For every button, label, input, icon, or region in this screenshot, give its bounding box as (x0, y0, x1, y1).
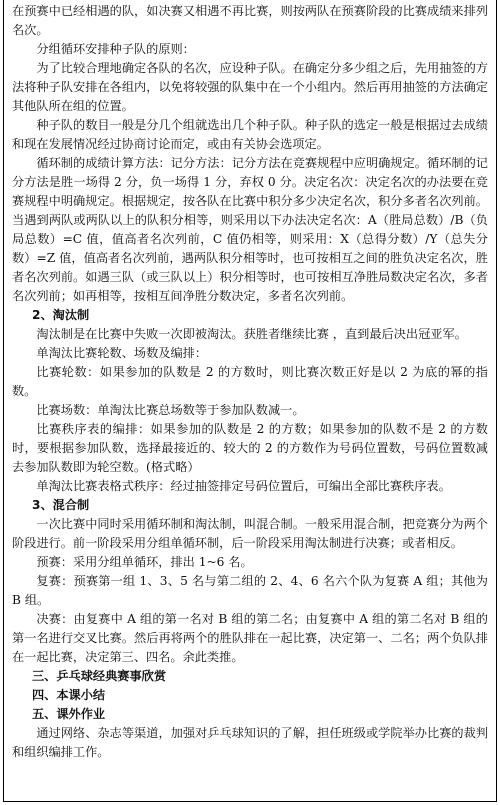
paragraph-knockout-rounds: 比赛轮数：如果参加的队数是 2 的方数时，则比赛次数正好是以 2 为底的幂的指数。 (12, 365, 488, 398)
heading-mixed: 3、混合制 (32, 498, 90, 512)
paragraph-knockout-definition: 淘汰制是在比赛中失败一次即被淘汰。获胜者继续比赛 ，直到最后决出冠亚军。 (36, 327, 467, 341)
document-content (12, 2, 488, 762)
heading-homework: 五、课外作业 (32, 707, 106, 721)
paragraph-seed-principle-title: 分组循环安排种子队的原则： (36, 42, 195, 56)
paragraph-round-robin-scoring: 循环制的成绩计算方法：记分方法：记分方法在竞赛规程中应明确规定。循环制的记分方法是胜一场得 2 分，负一场得 1 分，弃权 0 分。决定名次：决定名次的办法要在竞赛规程中明确规定。根据规定，按各队在比赛中积分多少决定名次，积分多者名次列前。当遇到两队或两队以上的队积分相等，则采用以下办法决定名次：A（胜局总数）/B（负局总数）=C 值，值高者名次列前，C 值仍相等，则采用：X（总得分数）/Y（总失分数）=Z 值，值高者名次列前，遇两队积分相等时，也可按相互之间的胜负决定名次，胜者名次列前。如遇三队（或三队以上）积分相等时，也可按相互净胜局数决定名次，多者名次列前；如再相等，按相互间净胜分数决定，多者名次列前。 (12, 156, 488, 303)
paragraph-knockout-rounds-title: 单淘汰比赛轮数、场数及编排： (36, 346, 208, 360)
paragraph-mixed-preliminary: 预赛：采用分组单循环，排出 1~6 名。 (36, 555, 253, 569)
paragraph-mixed-second-round: 复赛：预赛第一组 1、3、5 名与第二组的 2、4、6 名六个队为复赛 A 组；其他为 B 组。 (12, 574, 488, 607)
paragraph-homework: 通过网络、杂志等渠道，加强对乒乓球知识的了解，担任班级或学院举办比赛的裁判和组织编排工作。 (12, 726, 488, 759)
paragraph-seed-principle: 为了比较合理地确定各队的名次，应设种子队。在确定分多少组之后，先用抽签的方法将种子队安排在各组内，以免将较强的队集中在一个小组内。然后再用抽签的方法确定其他队所在组的位置。 (12, 61, 488, 113)
heading-summary: 四、本课小结 (32, 688, 106, 702)
heading-knockout: 2、淘汰制 (32, 308, 90, 322)
heading-classic-events: 三、乒乓球经典赛事欣赏 (32, 669, 167, 683)
paragraph-preliminary-rematch: 在预赛中已经相遇的队，如决赛又相遇不再比赛，则按两队在预赛阶段的比赛成绩来排列名次。 (12, 4, 488, 37)
paragraph-knockout-table: 单淘汰比赛表格式秩序：经过抽签排定号码位置后，可编出全部比赛秩序表。 (36, 479, 451, 493)
paragraph-knockout-schedule: 比赛秩序表的编排：如果参加的队数是 2 的方数；如果参加的队数不是 2 的方数时，要根据参加队数，选择最接近的、较大的 2 的方数作为号码位置数，号码位置数减去参加队数即为轮空数。(格式略） (12, 422, 488, 474)
paragraph-knockout-matches: 比赛场数：单淘汰比赛总场数等于参加队数减一。 (36, 403, 305, 417)
paragraph-seed-count: 种子队的数目一般是分几个组就选出几个种子队。种子队的选定一般是根据过去成绩和现在发展情况经过协商讨论而定，或由有关协会选项定。 (12, 118, 488, 151)
paragraph-mixed-definition: 一次比赛中同时采用循环制和淘汰制，叫混合制。一般采用混合制，把竞赛分为两个阶段进行。前一阶段采用分组单循环制，后一阶段采用淘汰制进行决赛；或者相反。 (12, 517, 488, 550)
paragraph-mixed-final: 决赛：由复赛中 A 组的第一名对 B 组的第二名；由复赛中 A 组的第二名对 B 组的第一名进行交叉比赛。然后再将两个的胜队排在一起比赛，决定第一、二名；两个负队排在一起比赛，决定第三、四名。余此类推。 (12, 612, 488, 664)
